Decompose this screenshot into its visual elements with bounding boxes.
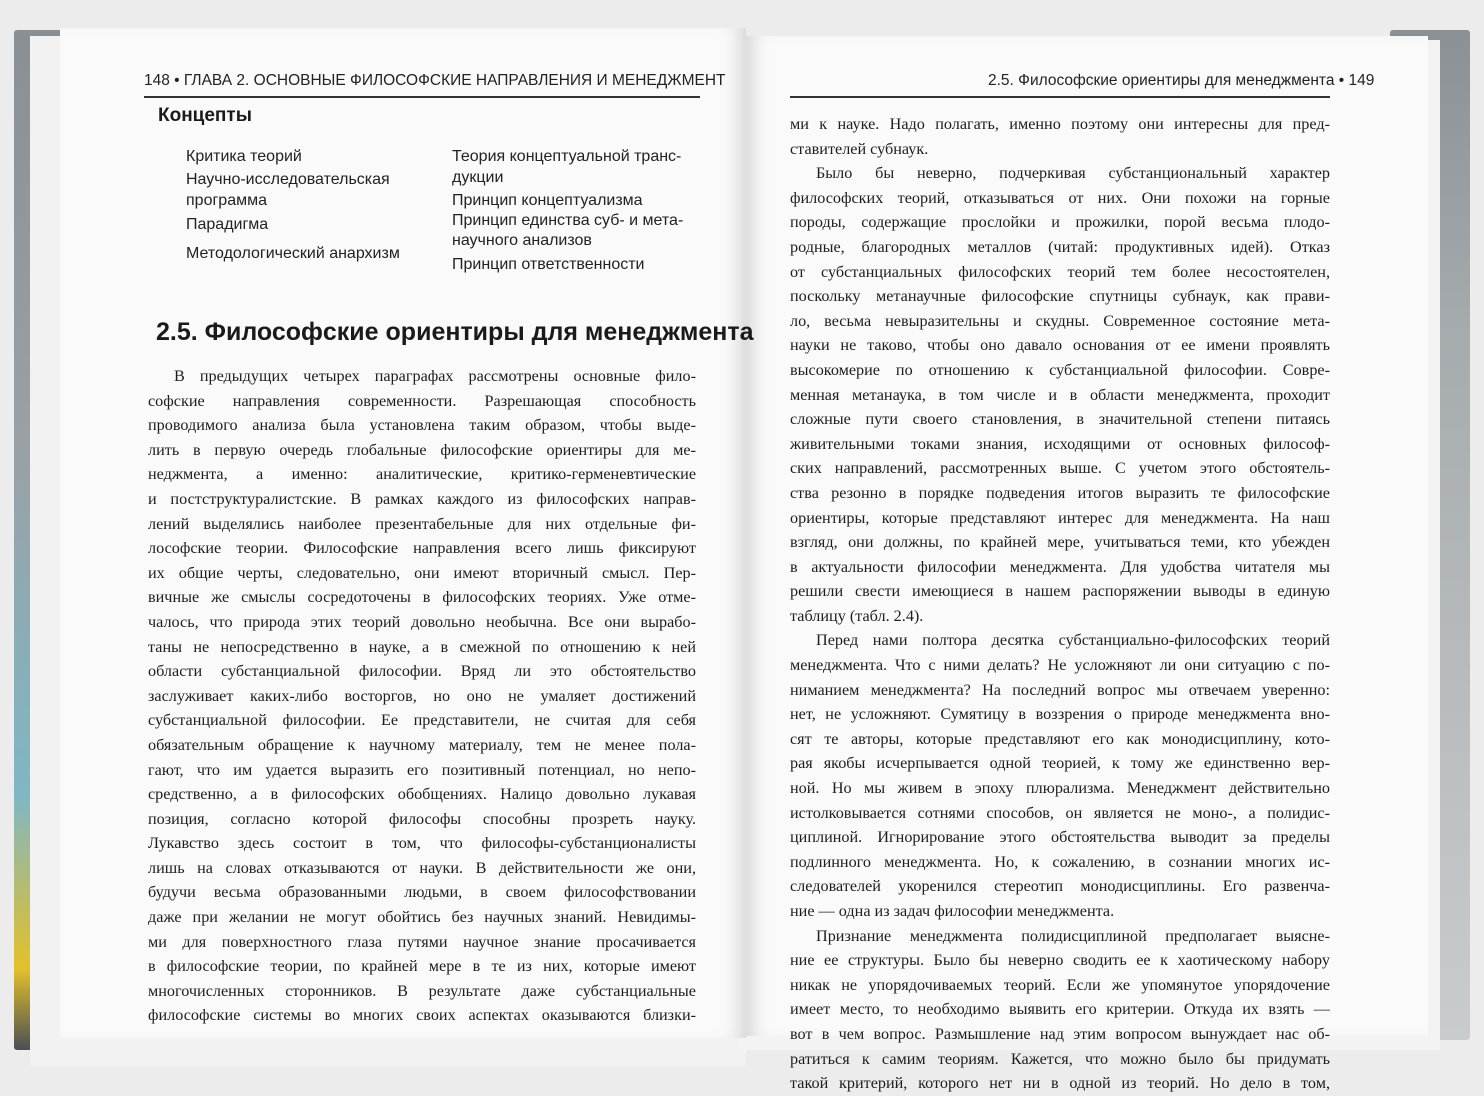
text-line: Было бы неверно, подчеркивая субстанциональный характер [816,164,1330,183]
text-line: таны не непосредственно в науке, а в смежной по отношению к ней [148,637,696,656]
text-line: сят те авторы, которые представляют его как монодисциплину, кото- [790,729,1330,748]
left-body-text [148,364,696,1028]
text-line: от субстанциальных философских теорий тем более несостоятелен, [790,262,1330,281]
text-line: имеет место, то необходимо выявить его критерии. Откуда их взять — [790,1000,1330,1019]
text-line: ной. Но мы живем в эпоху плюрализма. Менеджмент действительно [790,779,1330,798]
text-line: истолковывается сотнями способов, он является не моно-, а полидис- [790,803,1330,822]
text-line: ства резонно в порядке подведения итогов выразить те философские [790,483,1330,502]
text-line: ми к науке. Надо полагать, именно поэтому они интересны для пред- [790,115,1330,133]
text-line: науки не таково, чтобы оно давало основания от ее имени проявлять [790,336,1330,355]
concept-item: Парадигма [186,216,269,233]
text-line: многочисленных сторонников. В результате даже субстанциальные [148,981,696,1000]
text-line: лософские теории. Философские направления всего лишь фиксируют [148,539,696,558]
concept-item: Принцип концептуализма [452,192,643,209]
text-line: высокомерие по отношению к субстанциальной философии. Совре- [790,360,1330,379]
text-line: Лукавство здесь состоит в том, что философы-субстанционалисты [148,834,696,853]
concept-item: программа [186,192,267,209]
text-line: рая якобы исчерпывается одной теорией, к тому же единственно вер- [790,754,1330,773]
text-line: заслуживает каких-либо восторгов, но оно не умаляет достижений [148,686,696,705]
text-line: следователей укоренился стереотип монодисциплины. Его развенча- [790,877,1330,896]
concept-item: Принцип ответственности [452,256,645,273]
text-line: вот в чем вопрос. Размышление над этим вопросом вынуждает нас об- [790,1024,1330,1043]
text-line: подлинного менеджмента. Но, к сожалению, в сознании многих ис- [790,852,1330,871]
text-line: В предыдущих четырех параграфах рассмотрены основные фило- [174,367,696,385]
text-line: будучи весьма образованными людьми, в своем философствовании [148,883,696,902]
text-line: ние — одна из задач философии менеджмента. [790,902,1115,920]
text-line: ние ее структуры. Было бы неверно сводить ее к хаотическому набору [790,951,1330,970]
concept-item: дукции [452,169,504,186]
text-line: ми для поверхностного глаза путями научное знание просачивается [148,932,696,951]
text-line: нет, не усложняют. Сумятицу в воззрения о природе менеджмента вно- [790,705,1330,724]
section-title: 2.5. Философские ориентиры для менеджмента [156,318,754,346]
left-running-head: 148 • ГЛАВА 2. ОСНОВНЫЕ ФИЛОСОФСКИЕ НАПРАВЛЕНИЯ И МЕНЕДЖМЕНТ [144,72,726,89]
text-line: циплиной. Игнорирование этого обстоятельства выводит за пределы [790,828,1330,847]
text-line: обязательным обращение к научному материалу, тем не менее пола- [148,735,696,754]
text-line: средственно, а в философских обобщениях. Налицо довольно лукавая [148,785,696,804]
text-line: родные, благородных металлов (читай: продуктивных идей). Отказ [790,237,1330,256]
left-header-rule [144,96,700,98]
text-line: Перед нами полтора десятка субстанциально-философских теорий [816,631,1330,650]
text-line: менная метанаука, в том числе и в области менеджмента, проходит [790,385,1330,404]
text-line: взгляд, они должны, по крайней мере, учитываться теми, кто убежден [790,533,1330,552]
concept-item: Методологический анархизм [186,245,400,262]
text-line: области субстанциальной философии. Вряд ли это обстоятельство [148,662,696,681]
text-line: в актуальности философии менеджмента. Для удобства читателя мы [790,557,1330,576]
text-line: сложные пути своего становления, в значительной степени питаясь [790,410,1330,429]
text-line: решили свести имеющиеся в нашем распоряжении выводы в единую [790,582,1330,601]
text-line: лить в первую очередь глобальные философские ориентиры для ме- [148,440,696,459]
right-body-text [790,112,1330,1096]
text-line: ориентиры, которые представляют интерес для менеджмента. На наш [790,508,1330,527]
text-line: гают, что им удается выразить его позитивный потенциал, но непо- [148,760,696,779]
text-line: лишь на словах отказываются от науки. В действительности же они, [148,858,696,877]
text-line: даже при желании не могут обойтись без научных знаний. Невидимы- [148,908,696,927]
text-line: ратиться к самим теориям. Кажется, что можно было бы придумать [790,1049,1330,1068]
text-line: менеджмента. Что с ними делать? Не усложняют ли они ситуацию с по- [790,656,1330,675]
text-line: субстанциальной философии. Ее представители, не считая для себя [148,711,696,730]
text-line: позиция, согласно которой философы способны прозреть науку. [148,809,696,828]
concept-item: Научно-исследовательская [186,171,390,188]
text-line: ло, весьма невыразительны и скудны. Современное состояние мета- [790,311,1330,330]
text-line: неджмента, а именно: аналитические, критико-герменевтические [148,465,696,484]
concept-item: научного анализов [452,232,592,249]
text-line: в философские теории, по крайней мере в те из них, которые имеют [148,957,696,976]
concepts-title: Концепты [158,105,252,126]
text-line: такой критерий, которого нет ни в одной из теорий. Но дело в том, [790,1074,1330,1093]
concept-item: Принцип единства суб- и мета- [452,212,684,229]
text-line: софские направления современности. Разрешающая способность [148,391,696,410]
text-line: таблицу (табл. 2.4). [790,606,924,625]
text-line: философские системы во многих своих аспектах оказываются близки- [148,1006,696,1025]
concept-item: Критика теорий [186,148,302,165]
text-line: поскольку метанаучные философские спутницы субнаук, как прави- [790,287,1330,306]
right-header-rule [790,96,1330,98]
text-line: чалось, что природа этих теорий довольно необычна. Все они вырабо- [148,612,696,631]
text-line: вичные же смыслы сосредоточены в философских теориях. Уже отме- [148,588,696,607]
text-line: породы, содержащие прослойки и прожилки, порой весьма плодо- [790,213,1330,232]
right-running-head: 2.5. Философские ориентиры для менеджмента • 149 [988,72,1375,89]
text-line: ниманием менеджмента? На последний вопрос мы отвечаем уверенно: [790,680,1330,699]
text-line: живительными токами знания, исходящими от основных философ- [790,434,1330,453]
text-line: проводимого анализа была установлена таким образом, чтобы выде- [148,416,696,435]
concept-item: Теория концептуальной транс- [452,148,682,165]
text-line: никак не упорядочиваемых теорий. Если же упомянутое упорядочение [790,975,1330,994]
text-line: и постструктуралистские. В рамках каждого из философских направ- [148,489,696,508]
text-line: Признание менеджмента полидисциплиной предполагает выясне- [816,926,1330,945]
text-line: лений выделялись наиболее презентабельные для них отдельные фи- [148,514,696,533]
text-line: их общие черты, следовательно, они имеют вторичный смысл. Пер- [148,563,696,582]
text-line: философских теорий, отказываться от них. Они похожи на горные [790,188,1330,207]
text-line: ских направлений, рассмотренных выше. С учетом этого обстоятель- [790,459,1330,478]
text-line: ставителей субнаук. [790,139,929,158]
